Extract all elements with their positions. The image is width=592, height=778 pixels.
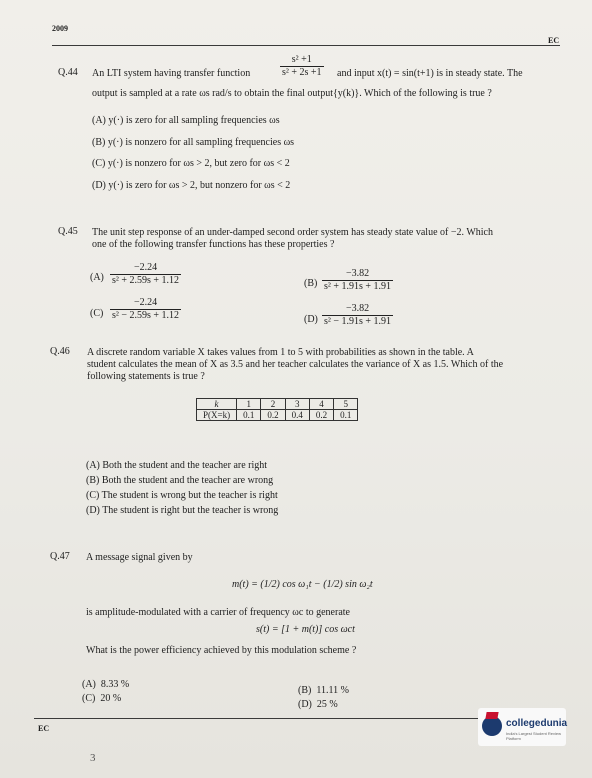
collegedunia-logo (478, 708, 566, 746)
q45-option-c-label[interactable]: (C) (90, 308, 104, 319)
header-rule (52, 45, 560, 46)
footer-paper-code: EC (38, 724, 50, 733)
q45-option-a-num: −2.24 (110, 262, 181, 275)
q45-option-a-fraction[interactable] (110, 262, 181, 287)
q45-line1: The unit step response of an under-damped second order system has steady state value of −2. Which (92, 227, 493, 238)
q44-transfer-function (280, 54, 324, 79)
q46-table-cell: 0.1 (237, 410, 261, 421)
q45-option-d-den: s² − 1.91s + 1.91 (324, 316, 392, 327)
q44-option-b[interactable]: (B) y(·) is nonzero for all sampling frequencies ωs (92, 137, 295, 148)
q46-option-a[interactable]: (A) Both the student and the teacher are right (86, 460, 268, 471)
q47-option-b[interactable] (298, 684, 349, 697)
q44-text-b: and input x(t) = sin(t+1) is in steady state. The (337, 68, 523, 79)
q45-option-a-label[interactable]: (A) (90, 272, 104, 283)
q44-option-d[interactable]: (D) y(·) is zero for ωs > 2, but nonzero for ωs < 2 (92, 180, 291, 191)
q45-option-b-fraction[interactable] (322, 268, 393, 293)
graduation-cap-icon (485, 712, 498, 719)
q46-table-cell: 0.4 (285, 410, 309, 421)
q46-table-cell: 0.1 (334, 410, 358, 421)
footer-rule (34, 718, 504, 719)
q45-option-c-den: s² − 2.59s + 1.12 (112, 310, 180, 321)
header-year: 2009 (52, 24, 68, 33)
q46-table-cell: 3 (285, 399, 309, 410)
q45-option-b-den: s² + 1.91s + 1.91 (324, 281, 392, 292)
q47-line3: What is the power efficiency achieved by this modulation scheme ? (86, 645, 357, 656)
q46-table-cell: 0.2 (309, 410, 333, 421)
q46-option-d[interactable]: (D) The student is right but the teacher is wrong (86, 505, 279, 516)
q47-equation-modulated: s(t) = [1 + m(t)] cos ωct (256, 624, 355, 635)
q47-option-a-label: (A) (82, 679, 96, 690)
footer-page-mark: 3 (90, 752, 96, 764)
q45-option-a-den: s² + 2.59s + 1.12 (112, 275, 180, 286)
q44-tf-numerator: s² +1 (280, 54, 324, 67)
q46-number: Q.46 (50, 346, 70, 357)
q47-line2: is amplitude-modulated with a carrier of frequency ωc to generate (86, 607, 350, 618)
q47-option-d-label: (D) (298, 699, 312, 710)
q45-number: Q.45 (58, 226, 78, 237)
q44-option-a[interactable]: (A) y(·) is zero for all sampling frequencies ωs (92, 115, 280, 126)
q47-option-a-value: 8.33 % (100, 679, 130, 690)
q46-table-cell: 1 (237, 399, 261, 410)
logo-circle-icon (482, 716, 502, 736)
q47-option-b-value: 11.11 % (316, 685, 349, 696)
q46-option-b[interactable]: (B) Both the student and the teacher are wrong (86, 475, 274, 486)
q47-number: Q.47 (50, 551, 70, 562)
q46-probability-table (196, 398, 358, 421)
q46-line3: following statements is true ? (87, 371, 205, 382)
logo-tagline: India's Largest Student Review Platform (506, 731, 562, 741)
q46-line2: student calculates the mean of X as 3.5 and her teacher calculates the variance of X as 1.5. Which of the (87, 359, 504, 370)
q47-line1: A message signal given by (86, 552, 193, 563)
logo-brand-name: collegedunia (506, 718, 568, 729)
q45-option-b-label[interactable]: (B) (304, 278, 318, 289)
q44-option-c[interactable]: (C) y(·) is nonzero for ωs > 2, but zero for ωs < 2 (92, 158, 290, 169)
q44-line2: output is sampled at a rate ωs rad/s to obtain the final output{y(k)}. Which of the following is true ? (92, 88, 492, 99)
q46-table-cell: P(X=k) (197, 410, 237, 421)
q46-table-cell: 2 (261, 399, 285, 410)
q45-option-d-label[interactable]: (D) (304, 314, 318, 325)
q45-option-d-num: −3.82 (322, 303, 393, 316)
q46-line1: A discrete random variable X takes values from 1 to 5 with probabilities as shown in the table. A (87, 347, 474, 358)
q47-option-c-value: 20 % (100, 693, 122, 704)
q45-option-c-fraction[interactable] (110, 297, 181, 322)
q45-option-b-num: −3.82 (322, 268, 393, 281)
q44-number: Q.44 (58, 67, 78, 78)
q47-option-c[interactable] (82, 692, 121, 705)
q45-line2: one of the following transfer functions has these properties ? (92, 239, 335, 250)
q46-option-c[interactable]: (C) The student is wrong but the teacher is right (86, 490, 278, 501)
q46-table-cell: k (197, 399, 237, 410)
q47-option-d-value: 25 % (316, 699, 338, 710)
q46-table-cell: 5 (334, 399, 358, 410)
q47-option-b-label: (B) (298, 685, 312, 696)
q47-option-d[interactable] (298, 698, 338, 711)
q46-table-cell: 4 (309, 399, 333, 410)
q47-option-c-label: (C) (82, 693, 96, 704)
q46-table-cell: 0.2 (261, 410, 285, 421)
q47-option-a[interactable] (82, 678, 129, 691)
q45-option-d-fraction[interactable] (322, 303, 393, 328)
q44-text-a: An LTI system having transfer function (92, 68, 251, 79)
q45-option-c-num: −2.24 (110, 297, 181, 310)
header-paper-code: EC (548, 36, 560, 45)
q44-tf-denominator: s² + 2s +1 (282, 67, 322, 78)
q46-table-row-p (197, 410, 358, 421)
q47-equation-message: m(t) = (1/2) cos ω₁t − (1/2) sin ω₂t (232, 579, 373, 590)
q46-table-row-k (197, 399, 358, 410)
